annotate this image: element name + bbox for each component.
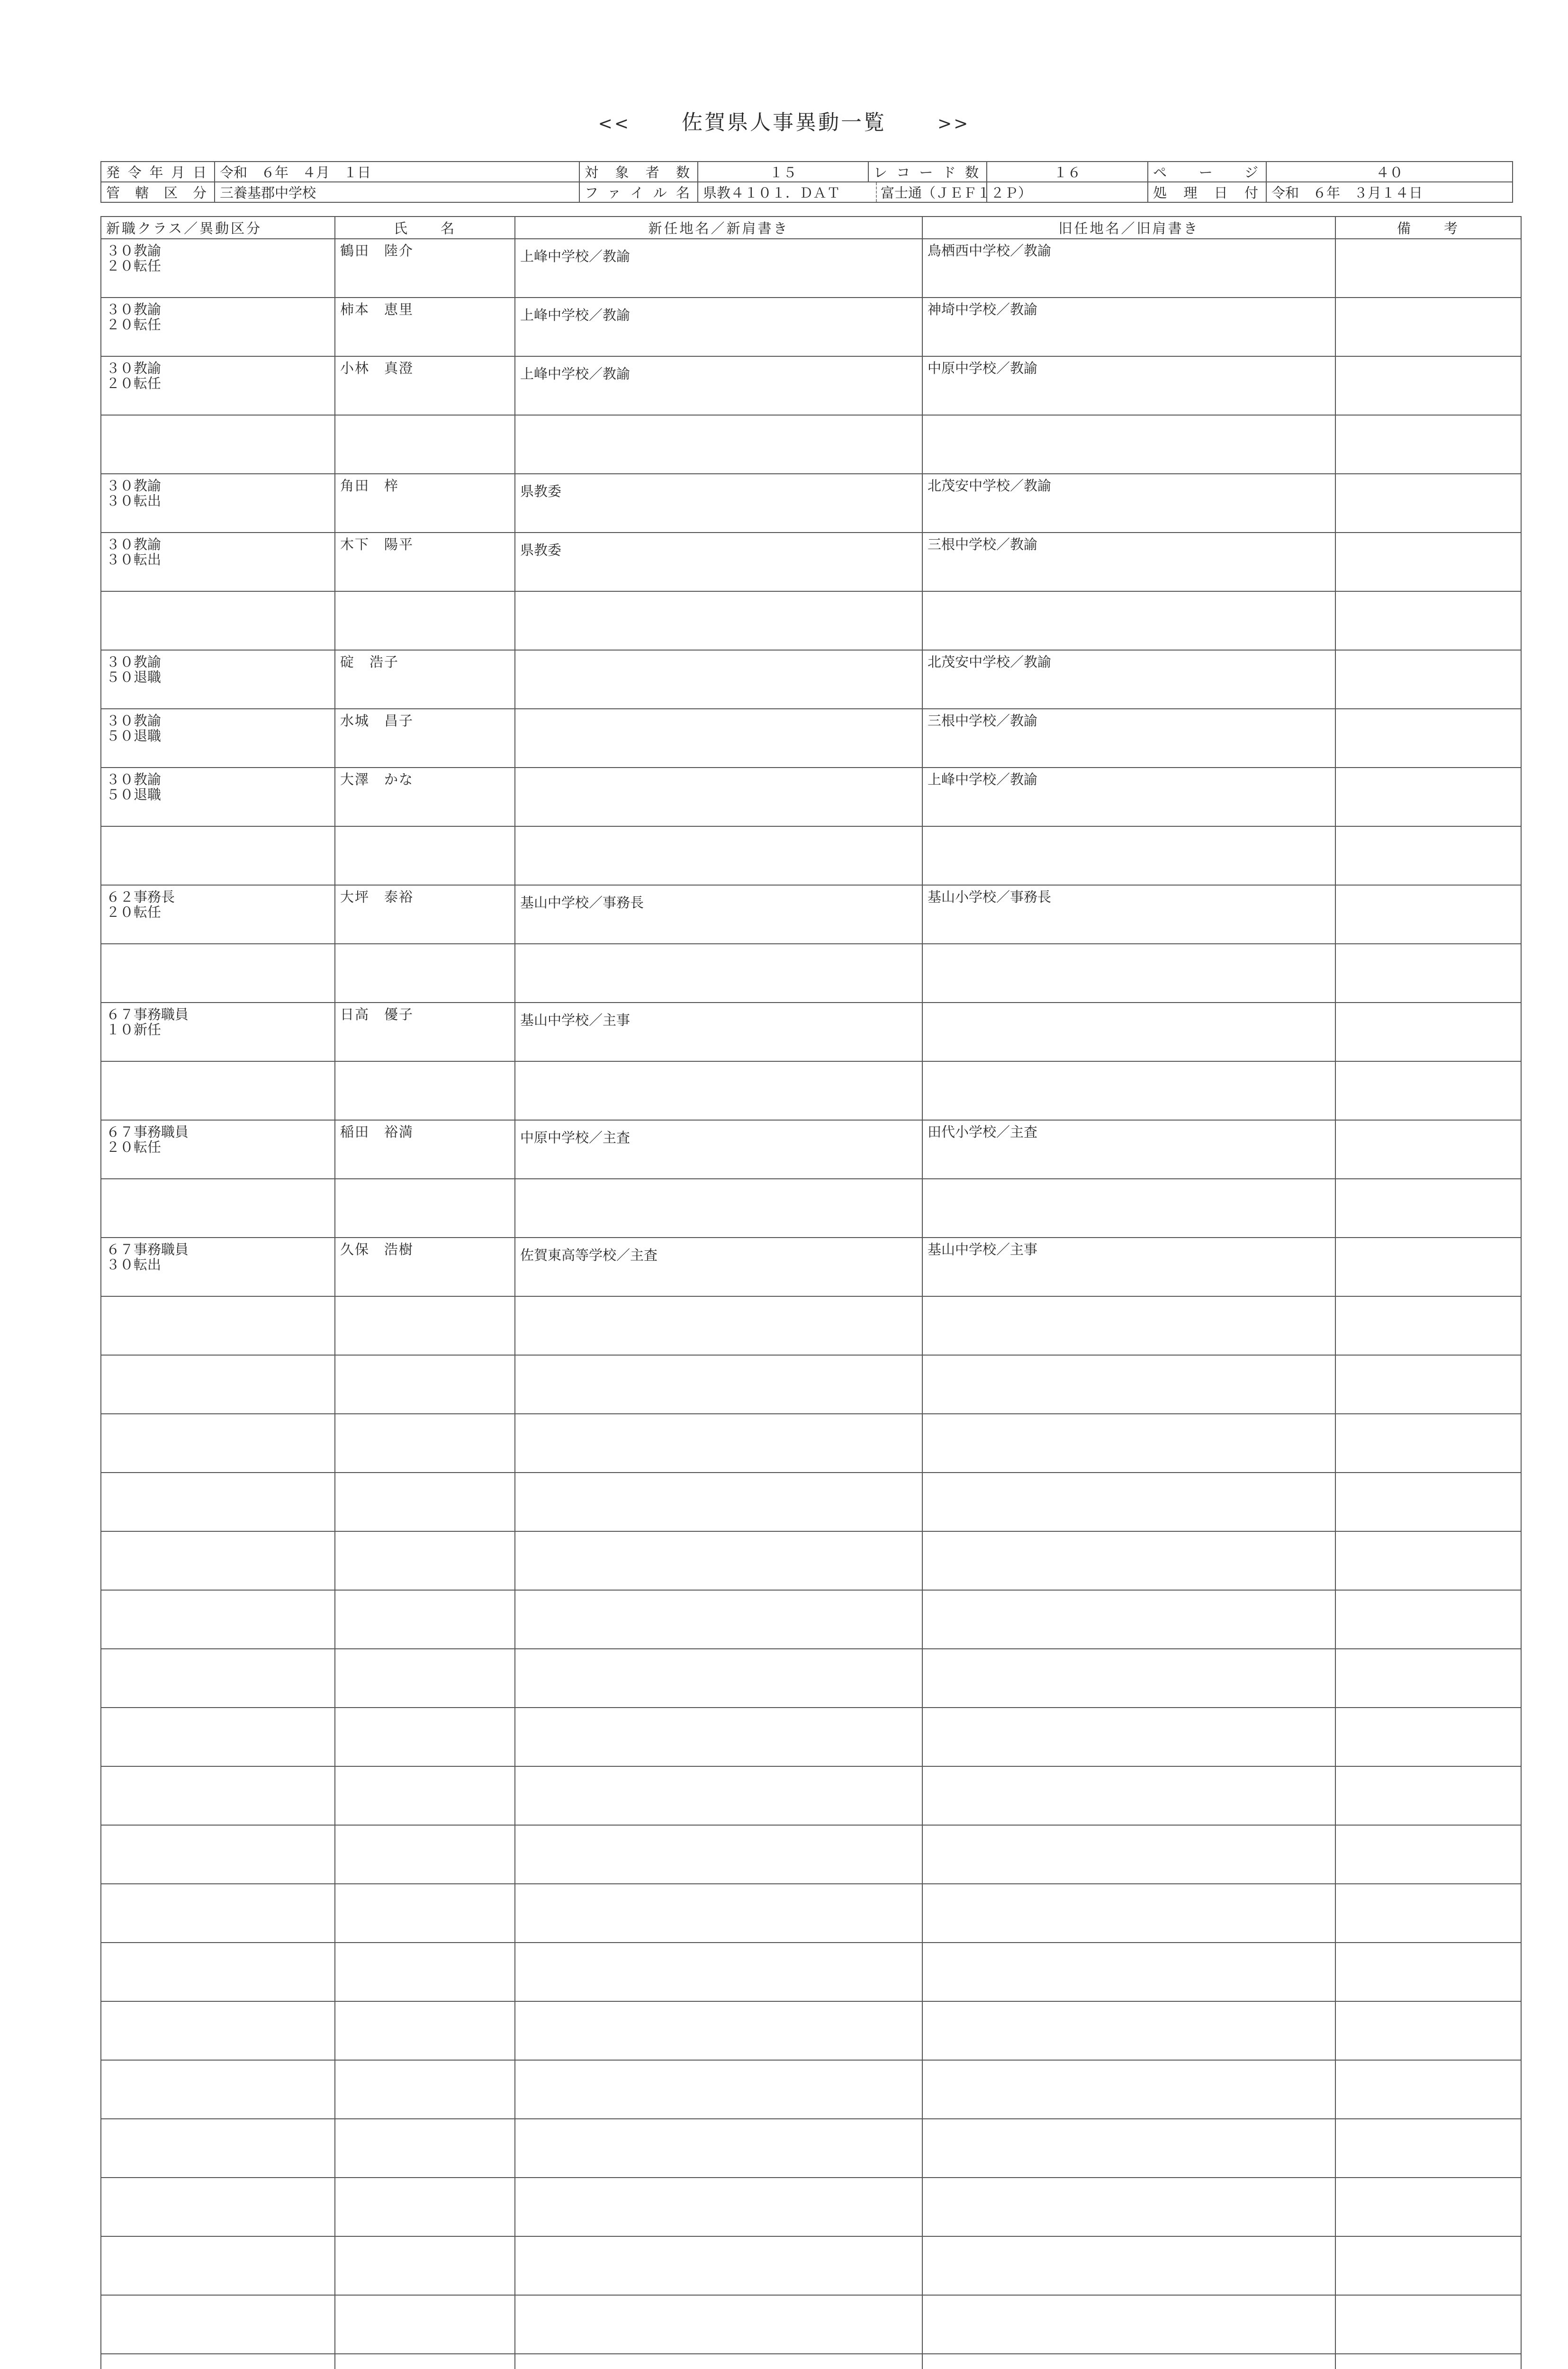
table-row (101, 650, 1521, 709)
remarks-cell (1335, 768, 1521, 826)
old-post-cell: 鳥栖西中学校／教諭 (922, 239, 1335, 298)
change-type-text: ２０転任 (106, 904, 162, 920)
old-post-cell (922, 944, 1335, 1003)
document-title (0, 105, 1568, 136)
remarks-cell (1335, 2295, 1521, 2354)
class-and-type-cell (101, 1531, 335, 1590)
new-post-cell (515, 415, 922, 474)
remarks-cell (1335, 826, 1521, 885)
class-and-type-cell (101, 2354, 335, 2369)
table-row (101, 239, 1521, 298)
remarks-cell (1335, 2001, 1521, 2060)
old-post-cell (922, 2236, 1335, 2295)
new-post-cell (515, 2178, 922, 2236)
table-row (101, 2001, 1521, 2060)
name-cell (335, 1649, 515, 1708)
class-and-type-cell (101, 1120, 335, 1179)
job-class-text: ３０教諭 (106, 771, 162, 787)
remarks-cell (1335, 1179, 1521, 1238)
table-body (101, 239, 1521, 2369)
old-post-cell (922, 1825, 1335, 1884)
old-post-cell (922, 1179, 1335, 1238)
old-post-cell (922, 1590, 1335, 1649)
new-post-cell (515, 591, 922, 650)
old-post-cell (922, 1473, 1335, 1531)
new-post-cell (515, 2001, 922, 2060)
name-cell (335, 1590, 515, 1649)
change-type-text: ３０転出 (106, 552, 162, 568)
new-post-cell (515, 1825, 922, 1884)
class-and-type-cell (101, 885, 335, 944)
class-and-type-cell (101, 474, 335, 533)
name-cell: 碇 浩子 (335, 650, 515, 709)
record-count-value: １６ (987, 162, 1148, 182)
table-row (101, 2178, 1521, 2236)
column-header-remarks: 備 考 (1335, 217, 1521, 239)
remarks-cell (1335, 1531, 1521, 1590)
new-post-cell (515, 1355, 922, 1414)
class-and-type-cell (101, 2178, 335, 2236)
issue-date-value: 令和 ６年 ４月 １日 (215, 162, 579, 182)
job-class-text: ６７事務職員 (106, 1006, 189, 1022)
old-post-cell: 上峰中学校／教諭 (922, 768, 1335, 826)
old-post-cell (922, 2119, 1335, 2178)
job-class-text: ３０教諭 (106, 713, 162, 729)
name-cell (335, 944, 515, 1003)
record-count-label: レコード数 (868, 162, 987, 182)
job-class-text: ３０教諭 (106, 654, 162, 670)
column-header-new-post: 新任地名／新肩書き (515, 217, 922, 239)
old-post-cell (922, 2178, 1335, 2236)
old-post-cell (922, 1708, 1335, 1766)
old-post-cell (922, 415, 1335, 474)
new-post-cell (515, 2236, 922, 2295)
old-post-cell: 田代小学校／主査 (922, 1120, 1335, 1179)
remarks-cell (1335, 2354, 1521, 2369)
title-left-bracket: << (598, 114, 631, 134)
class-and-type-cell (101, 1296, 335, 1355)
remarks-cell (1335, 1825, 1521, 1884)
remarks-cell (1335, 1649, 1521, 1708)
new-post-cell (515, 1943, 922, 2001)
name-cell (335, 1531, 515, 1590)
new-post-cell: 上峰中学校／教諭 (515, 356, 922, 415)
job-class-text: ３０教諭 (106, 301, 162, 317)
new-post-cell (515, 1473, 922, 1531)
change-type-text: ５０退職 (106, 787, 162, 803)
name-cell: 小林 真澄 (335, 356, 515, 415)
old-post-cell (922, 2001, 1335, 2060)
table-row (101, 1766, 1521, 1825)
new-post-cell: 基山中学校／事務長 (515, 885, 922, 944)
name-cell (335, 1296, 515, 1355)
table-row (101, 2295, 1521, 2354)
class-and-type-cell (101, 2119, 335, 2178)
remarks-cell (1335, 2236, 1521, 2295)
remarks-cell (1335, 1943, 1521, 2001)
old-post-cell: 基山中学校／主事 (922, 1238, 1335, 1296)
class-and-type-cell (101, 2236, 335, 2295)
name-cell (335, 2119, 515, 2178)
job-class-text: ６２事務長 (106, 889, 175, 905)
remarks-cell (1335, 239, 1521, 298)
name-cell (335, 2178, 515, 2236)
change-type-text: ３０転出 (106, 493, 162, 509)
remarks-cell (1335, 533, 1521, 591)
name-cell (335, 591, 515, 650)
class-and-type-cell (101, 1884, 335, 1943)
old-post-cell (922, 1884, 1335, 1943)
new-post-cell (515, 1296, 922, 1355)
table-header-row (101, 217, 1521, 239)
old-post-cell (922, 1003, 1335, 1061)
old-post-cell (922, 1531, 1335, 1590)
remarks-cell (1335, 1708, 1521, 1766)
new-post-cell: 基山中学校／主事 (515, 1003, 922, 1061)
target-count-label: 対象者数 (579, 162, 698, 182)
class-and-type-cell (101, 1414, 335, 1473)
new-post-cell (515, 1179, 922, 1238)
table-row (101, 298, 1521, 356)
old-post-cell (922, 2354, 1335, 2369)
remarks-cell (1335, 298, 1521, 356)
old-post-cell (922, 2295, 1335, 2354)
remarks-cell (1335, 2178, 1521, 2236)
table-row (101, 591, 1521, 650)
class-and-type-cell (101, 356, 335, 415)
table-row (101, 2236, 1521, 2295)
remarks-cell (1335, 1296, 1521, 1355)
remarks-cell (1335, 591, 1521, 650)
class-and-type-cell (101, 1473, 335, 1531)
name-cell (335, 1414, 515, 1473)
new-post-cell (515, 944, 922, 1003)
class-and-type-cell (101, 826, 335, 885)
name-cell: 柿本 恵里 (335, 298, 515, 356)
old-post-cell: 基山小学校／事務長 (922, 885, 1335, 944)
change-type-text: ２０転任 (106, 375, 162, 391)
table-row (101, 1120, 1521, 1179)
header-info-table (100, 161, 1513, 203)
old-post-cell (922, 1649, 1335, 1708)
file-name-value (698, 182, 1032, 202)
name-cell (335, 2354, 515, 2369)
table-row (101, 826, 1521, 885)
name-cell (335, 1355, 515, 1414)
name-cell (335, 1825, 515, 1884)
table-row (101, 2354, 1521, 2369)
change-type-text: ２０転任 (106, 1139, 162, 1155)
remarks-cell (1335, 1590, 1521, 1649)
name-cell: 木下 陽平 (335, 533, 515, 591)
new-post-cell (515, 768, 922, 826)
table-row (101, 1238, 1521, 1296)
old-post-cell: 三根中学校／教諭 (922, 533, 1335, 591)
class-and-type-cell (101, 533, 335, 591)
remarks-cell (1335, 650, 1521, 709)
change-type-text: １０新任 (106, 1022, 162, 1038)
change-type-text: ５０退職 (106, 669, 162, 685)
new-post-cell: 県教委 (515, 474, 922, 533)
class-and-type-cell (101, 2001, 335, 2060)
table-row (101, 1943, 1521, 2001)
old-post-cell (922, 591, 1335, 650)
issue-date-label: 発令年月日 (101, 162, 215, 182)
class-and-type-cell (101, 239, 335, 298)
new-post-cell (515, 1766, 922, 1825)
name-cell: 鶴田 陸介 (335, 239, 515, 298)
new-post-cell (515, 1531, 922, 1590)
class-and-type-cell (101, 1061, 335, 1120)
remarks-cell (1335, 1473, 1521, 1531)
table-row (101, 1884, 1521, 1943)
class-and-type-cell (101, 944, 335, 1003)
remarks-cell (1335, 1003, 1521, 1061)
class-and-type-cell (101, 1943, 335, 2001)
table-row (101, 2119, 1521, 2178)
remarks-cell (1335, 1355, 1521, 1414)
old-post-cell (922, 1414, 1335, 1473)
class-and-type-cell (101, 768, 335, 826)
personnel-change-table (100, 216, 1522, 2369)
table-row (101, 1061, 1521, 1120)
old-post-cell (922, 826, 1335, 885)
new-post-cell (515, 2119, 922, 2178)
target-count-value: １５ (698, 162, 868, 182)
remarks-cell (1335, 415, 1521, 474)
new-post-cell: 県教委 (515, 533, 922, 591)
title-text: 佐賀県人事異動一覧 (682, 110, 886, 135)
name-cell (335, 1061, 515, 1120)
name-cell (335, 1884, 515, 1943)
jurisdiction-value: 三養基郡中学校 (215, 182, 579, 202)
file-name-text: 県教４１０１．ＤＡＴ (703, 185, 841, 201)
class-and-type-cell (101, 591, 335, 650)
old-post-cell (922, 1061, 1335, 1120)
job-class-text: ３０教諭 (106, 478, 162, 494)
name-cell (335, 2295, 515, 2354)
new-post-cell (515, 709, 922, 768)
new-post-cell (515, 826, 922, 885)
remarks-cell (1335, 1766, 1521, 1825)
table-row (101, 1179, 1521, 1238)
table-row (101, 1355, 1521, 1414)
old-post-cell (922, 1355, 1335, 1414)
title-right-bracket: >> (937, 114, 970, 134)
class-and-type-cell (101, 298, 335, 356)
remarks-cell (1335, 709, 1521, 768)
column-header-name: 氏 名 (335, 217, 515, 239)
table-row (101, 885, 1521, 944)
new-post-cell (515, 1708, 922, 1766)
process-date-label: 処理日付 (1148, 182, 1266, 202)
job-class-text: ３０教諭 (106, 536, 162, 552)
table-row (101, 709, 1521, 768)
name-cell (335, 2236, 515, 2295)
table-row (101, 1003, 1521, 1061)
old-post-cell: 北茂安中学校／教諭 (922, 474, 1335, 533)
class-and-type-cell (101, 1708, 335, 1766)
name-cell (335, 1943, 515, 2001)
new-post-cell: 上峰中学校／教諭 (515, 298, 922, 356)
page-value: ４０ (1266, 162, 1513, 182)
class-and-type-cell (101, 1590, 335, 1649)
table-row (101, 1825, 1521, 1884)
name-cell: 日高 優子 (335, 1003, 515, 1061)
new-post-cell (515, 1414, 922, 1473)
column-header-old-post: 旧任地名／旧肩書き (922, 217, 1335, 239)
job-class-text: ６７事務職員 (106, 1241, 189, 1257)
header-info-row-1 (101, 162, 1513, 182)
class-and-type-cell (101, 2295, 335, 2354)
new-post-cell (515, 2295, 922, 2354)
class-and-type-cell (101, 2060, 335, 2119)
old-post-cell (922, 1943, 1335, 2001)
name-cell (335, 1708, 515, 1766)
remarks-cell (1335, 1884, 1521, 1943)
old-post-cell (922, 1296, 1335, 1355)
class-and-type-cell (101, 650, 335, 709)
new-post-cell (515, 650, 922, 709)
new-post-cell: 中原中学校／主査 (515, 1120, 922, 1179)
name-cell (335, 826, 515, 885)
table-row (101, 1296, 1521, 1355)
old-post-cell: 三根中学校／教諭 (922, 709, 1335, 768)
change-type-text: ２０転任 (106, 258, 162, 274)
remarks-cell (1335, 1414, 1521, 1473)
name-cell: 稲田 裕満 (335, 1120, 515, 1179)
job-class-text: ６７事務職員 (106, 1124, 189, 1140)
class-and-type-cell (101, 1649, 335, 1708)
table-row (101, 768, 1521, 826)
table-row (101, 1590, 1521, 1649)
new-post-cell (515, 1061, 922, 1120)
new-post-cell: 佐賀東高等学校／主査 (515, 1238, 922, 1296)
column-header-class: 新職クラス／異動区分 (101, 217, 335, 239)
name-cell (335, 1179, 515, 1238)
old-post-cell: 中原中学校／教諭 (922, 356, 1335, 415)
job-class-text: ３０教諭 (106, 360, 162, 376)
class-and-type-cell (101, 1238, 335, 1296)
new-post-cell (515, 2060, 922, 2119)
jurisdiction-label: 管轄区分 (101, 182, 215, 202)
new-post-cell (515, 1590, 922, 1649)
class-and-type-cell (101, 1766, 335, 1825)
table-row (101, 1473, 1521, 1531)
table-row (101, 1531, 1521, 1590)
remarks-cell (1335, 944, 1521, 1003)
table-row (101, 356, 1521, 415)
process-date-value: 令和 ６年 ３月１４日 (1266, 182, 1513, 202)
header-info-row-2 (101, 182, 1513, 202)
new-post-cell: 上峰中学校／教諭 (515, 239, 922, 298)
table-row (101, 474, 1521, 533)
name-cell: 久保 浩樹 (335, 1238, 515, 1296)
system-name-text: 富士通（ＪＥＦ１２Ｐ） (876, 182, 1032, 202)
class-and-type-cell (101, 415, 335, 474)
old-post-cell: 北茂安中学校／教諭 (922, 650, 1335, 709)
table-row (101, 2060, 1521, 2119)
new-post-cell (515, 1649, 922, 1708)
class-and-type-cell (101, 1825, 335, 1884)
old-post-cell (922, 1766, 1335, 1825)
name-cell: 水城 昌子 (335, 709, 515, 768)
table-row (101, 1649, 1521, 1708)
page-label: ページ (1148, 162, 1266, 182)
change-type-text: ２０転任 (106, 316, 162, 333)
job-class-text: ３０教諭 (106, 243, 162, 259)
name-cell (335, 2060, 515, 2119)
name-cell: 大澤 かな (335, 768, 515, 826)
class-and-type-cell (101, 1355, 335, 1414)
change-type-text: ３０転出 (106, 1257, 162, 1273)
remarks-cell (1335, 1061, 1521, 1120)
class-and-type-cell (101, 709, 335, 768)
file-name-label: ファイル名 (579, 182, 698, 202)
remarks-cell (1335, 356, 1521, 415)
table-row (101, 533, 1521, 591)
change-type-text: ５０退職 (106, 728, 162, 744)
name-cell: 角田 梓 (335, 474, 515, 533)
old-post-cell: 神埼中学校／教諭 (922, 298, 1335, 356)
class-and-type-cell (101, 1003, 335, 1061)
remarks-cell (1335, 474, 1521, 533)
table-row (101, 415, 1521, 474)
old-post-cell (922, 2060, 1335, 2119)
remarks-cell (1335, 1238, 1521, 1296)
remarks-cell (1335, 2060, 1521, 2119)
name-cell (335, 1766, 515, 1825)
name-cell: 大坪 泰裕 (335, 885, 515, 944)
table-row (101, 944, 1521, 1003)
remarks-cell (1335, 2119, 1521, 2178)
name-cell (335, 1473, 515, 1531)
name-cell (335, 2001, 515, 2060)
class-and-type-cell (101, 1179, 335, 1238)
table-row (101, 1708, 1521, 1766)
new-post-cell (515, 2354, 922, 2369)
remarks-cell (1335, 885, 1521, 944)
name-cell (335, 415, 515, 474)
remarks-cell (1335, 1120, 1521, 1179)
table-row (101, 1414, 1521, 1473)
new-post-cell (515, 1884, 922, 1943)
